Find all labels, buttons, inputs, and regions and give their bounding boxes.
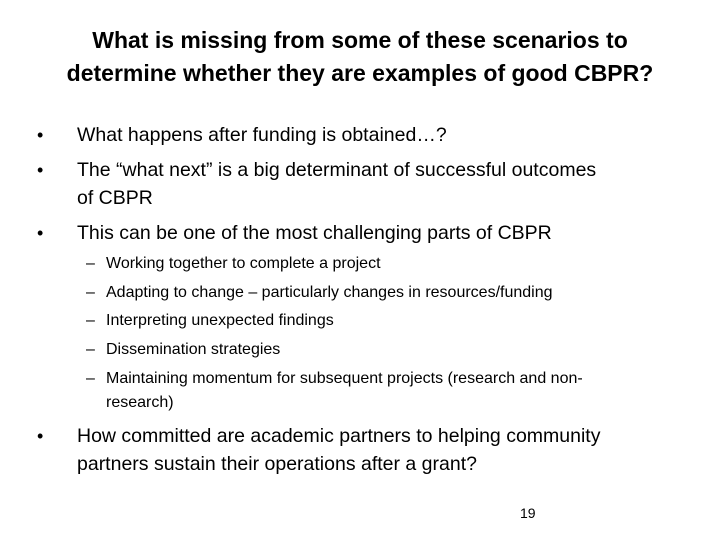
bullet-marker: • (37, 223, 44, 243)
slide-title (30, 24, 690, 90)
sub-bullet-marker: – (86, 312, 95, 329)
bullet-text-continued: of CBPR (77, 187, 153, 209)
sub-bullet-text-continued: research) (106, 394, 174, 411)
title-line-1: What is missing from some of these scenarios to (92, 27, 628, 53)
bullet-text: This can be one of the most challenging parts of CBPR (77, 222, 552, 244)
sub-bullet-text: Working together to complete a project (106, 255, 381, 272)
bullet-marker: • (37, 125, 44, 145)
bullet-marker: • (37, 426, 44, 446)
bullet-text-continued: partners sustain their operations after a grant? (77, 453, 477, 475)
bullet-text: The “what next” is a big determinant of successful outcomes (77, 159, 597, 181)
sub-bullet-text: Dissemination strategies (106, 341, 281, 358)
sub-bullet-marker: – (86, 255, 95, 272)
sub-bullet-text: Interpreting unexpected findings (106, 312, 334, 329)
bullet-text: How committed are academic partners to helping community (77, 425, 601, 447)
title-line-2: determine whether they are examples of good CBPR? (66, 60, 654, 86)
sub-bullet-text: Adapting to change – particularly changes in resources/funding (106, 284, 553, 301)
bullet-marker: • (37, 160, 44, 180)
sub-bullet-marker: – (86, 370, 95, 387)
sub-bullet-text: Maintaining momentum for subsequent projects (research and non- (106, 370, 583, 387)
bullet-text: What happens after funding is obtained…? (77, 124, 447, 146)
sub-bullet-marker: – (86, 284, 95, 301)
page-number: 19 (520, 505, 536, 521)
sub-bullet-marker: – (86, 341, 95, 358)
